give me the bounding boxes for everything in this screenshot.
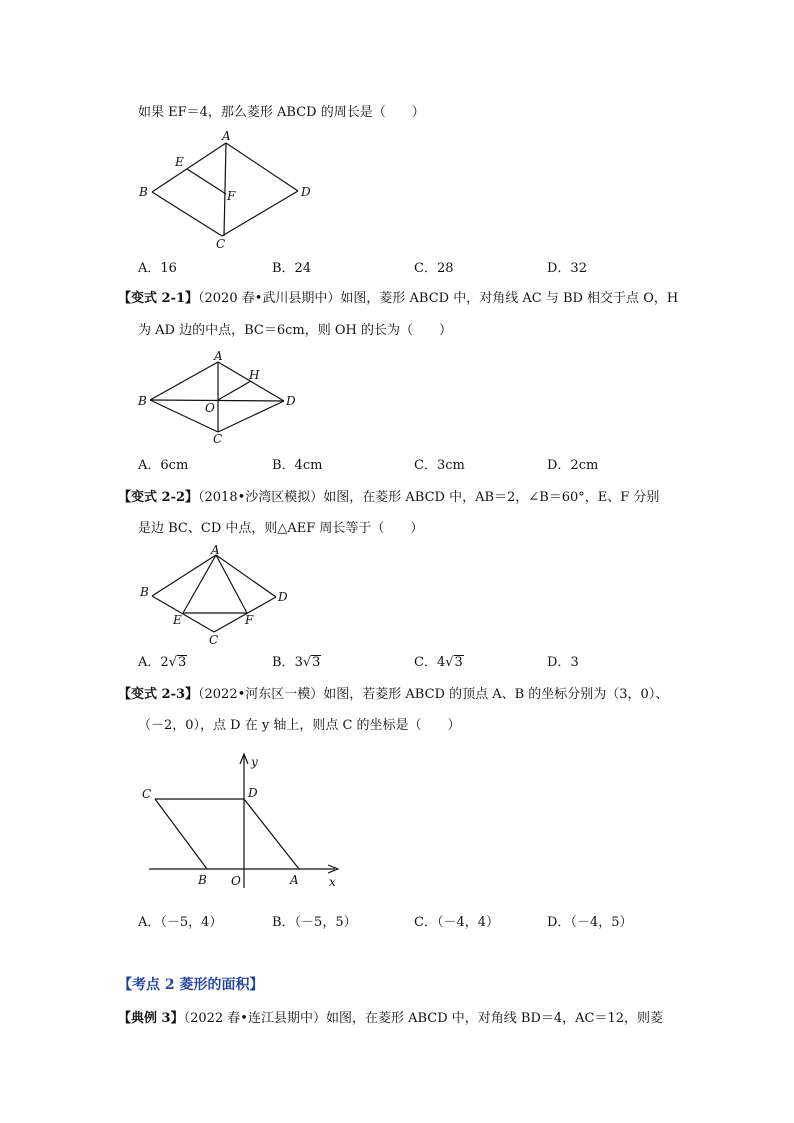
q3-option-d-value: 3: [570, 655, 579, 670]
q1-option-b: B．24: [272, 261, 312, 276]
q2-label-o: O: [205, 401, 215, 415]
q2-option-d: D．2cm: [547, 458, 599, 473]
q4-coordinate-figure: [135, 748, 355, 898]
q3-option-d-prefix: D．: [547, 655, 571, 670]
q1-option-d: D．32: [547, 261, 587, 276]
q2-label-h: H: [249, 368, 260, 382]
q3-label-e: E: [173, 613, 182, 627]
q4-label-y: y: [251, 755, 258, 769]
q2-option-c: C．3cm: [414, 458, 465, 473]
q3-tag: 【变式 2-2】: [118, 490, 199, 505]
q3-option-c-coef: 4: [436, 655, 446, 670]
q2-label-b: B: [138, 394, 147, 408]
q3-line1: [118, 489, 659, 507]
q5-line1: [118, 1010, 663, 1028]
q2-option-a: A．6cm: [138, 458, 189, 473]
q5-text-1: （2022 春•连江县期中）如图，在菱形 ABCD 中，对角线 BD＝4，AC＝12，则菱: [183, 1011, 664, 1026]
q3-label-a: A: [211, 543, 220, 557]
q3-option-b-radicand: 3: [312, 655, 321, 670]
q4-tag: 【变式 2-3】: [118, 687, 199, 702]
q3-line2: 是边 BC、CD 中点，则△AEF 周长等于（ ）: [138, 521, 424, 536]
q3-option-a-radicand: 3: [177, 655, 187, 670]
q3-text-1: （2018•沙湾区模拟）如图，在菱形 ABCD 中，AB＝2，∠B＝60°，E、F 分别: [198, 490, 660, 505]
q3-option-a-prefix: A．: [138, 655, 161, 670]
q3-option-d: [547, 654, 579, 672]
q2-label-a: A: [214, 349, 223, 363]
radical-sign-icon: √: [445, 655, 454, 670]
q2-label-d: D: [286, 394, 296, 408]
q3-option-a-coef: 2: [160, 655, 169, 670]
q4-label-o: O: [231, 874, 241, 888]
q3-label-f: F: [245, 613, 254, 627]
q3-option-c-radicand: 3: [454, 655, 463, 670]
q1-rhombus-figure: [130, 128, 330, 253]
q2-tag: 【变式 2-1】: [118, 291, 199, 306]
q3-option-b-coef: 3: [294, 655, 303, 670]
q3-option-b: [272, 654, 321, 672]
q1-label-d: D: [301, 185, 311, 199]
q1-label-e: E: [175, 155, 184, 169]
q2-option-b: B．4cm: [272, 458, 323, 473]
q4-option-d: D．（－4，5）: [547, 915, 633, 930]
q4-option-c: C．（－4，4）: [414, 915, 499, 930]
q2-line2: 为 AD 边的中点，BC＝6cm，则 OH 的长为（ ）: [138, 323, 452, 338]
q5-tag: 【典例 3】: [118, 1011, 184, 1026]
q3-label-c: C: [209, 633, 219, 647]
q4-label-a: A: [290, 873, 299, 887]
q3-option-b-prefix: B．: [272, 655, 295, 670]
q3-option-c: [414, 654, 464, 672]
q4-text-1: （2022•河东区一模）如图，若菱形 ABCD 的顶点 A、B 的坐标分别为（3，0）、: [198, 687, 669, 702]
q4-label-d: D: [248, 786, 258, 800]
q1-label-c: C: [216, 237, 226, 251]
q3-rhombus-figure: [130, 545, 310, 650]
q4-line2: （－2，0），点 D 在 y 轴上，则点 C 的坐标是（ ）: [138, 718, 461, 733]
q2-line1: [118, 290, 678, 308]
radical-sign-icon: √: [302, 655, 312, 670]
q3-option-a: [138, 654, 187, 672]
q4-line1: [118, 686, 668, 704]
q2-text-1: （2020 春•武川县期中）如图，菱形 ABCD 中，对角线 AC 与 BD 相交于点 O，H: [198, 291, 679, 306]
q1-option-a: A．16: [138, 261, 177, 276]
q3-option-c-prefix: C．: [414, 655, 437, 670]
radical-sign-icon: √: [168, 655, 177, 670]
q4-label-c: C: [142, 787, 152, 801]
q4-option-a: A．（－5，4）: [138, 915, 223, 930]
q1-stem: 如果 EF＝4，那么菱形 ABCD 的周长是（ ）: [138, 105, 425, 120]
q1-label-f: F: [227, 189, 236, 203]
q1-label-b: B: [139, 185, 148, 199]
q1-label-a: A: [222, 129, 231, 143]
q2-label-c: C: [213, 432, 223, 446]
q4-label-x: x: [329, 875, 336, 889]
q1-option-c: C．28: [414, 261, 454, 276]
section-heading: 【考点 2 菱形的面积】: [118, 977, 264, 993]
q3-label-d: D: [278, 590, 288, 604]
q4-label-b: B: [198, 873, 207, 887]
q2-rhombus-figure: [130, 350, 310, 450]
q3-label-b: B: [140, 585, 149, 599]
q4-option-b: B．（－5，5）: [272, 915, 357, 930]
